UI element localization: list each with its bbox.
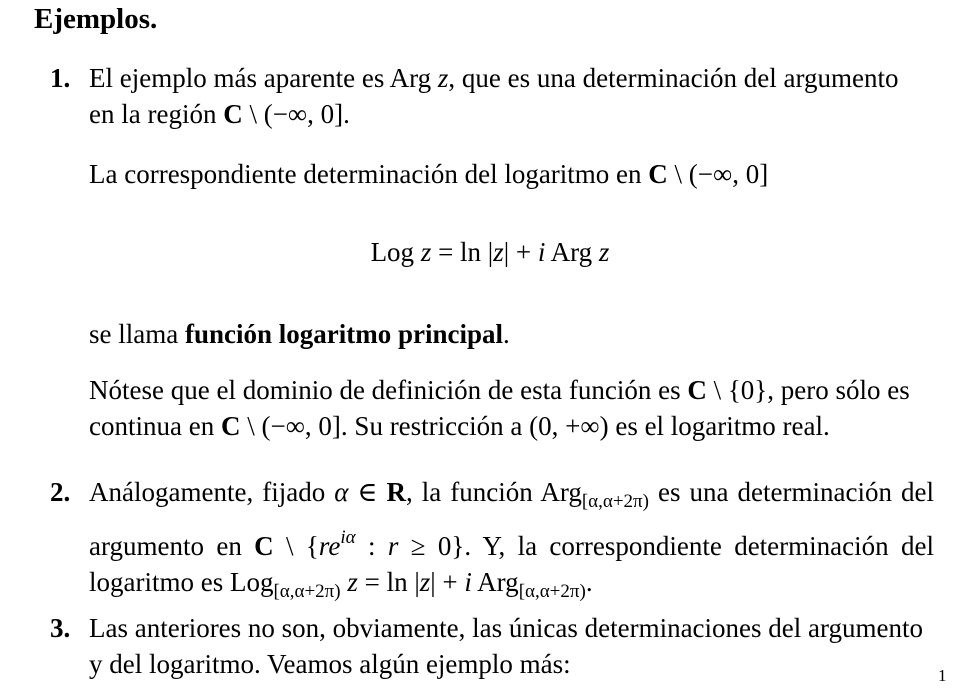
item-1-paragraph-2 <box>89 156 934 192</box>
text-line: argumento en C \ {$re^{i\alpha}$ : r ≥ 0}. Y, la correspondiente determinación del <box>89 527 934 561</box>
item-3-paragraph <box>89 610 934 682</box>
text-line: en la región C \ (−∞, 0]. <box>89 99 350 129</box>
text-line: se llama función logaritmo principal. <box>89 319 510 349</box>
item-1-paragraph-1 <box>89 60 934 132</box>
text-line: El ejemplo más aparente es Arg z, que es una determinación del argumento <box>89 63 899 93</box>
item-number: 3. <box>50 613 71 643</box>
page-number: 1 <box>938 666 947 685</box>
text-line: Análogamente, fijado α ∈ R, la función Arg$_{[\alpha,\alpha+2\pi)}$ es una determinación del <box>89 477 934 512</box>
text-line: La correspondiente determinación del logaritmo en C \ (−∞, 0] <box>89 159 769 189</box>
text-line: logaritmo es Log$_{[\alpha,\alpha+2\pi)}$ z = ln |z| + i Arg$_{[\alpha,\alpha+2\pi)}$. <box>89 567 593 602</box>
item-2-paragraph <box>89 474 934 610</box>
section-heading: Ejemplos. <box>34 3 158 35</box>
text-line: Las anteriores no son, obviamente, las únicas determinaciones del argumento <box>89 613 923 643</box>
item-1-paragraph-4 <box>89 372 934 444</box>
display-formula: Log z = ln |z| + i Arg z <box>370 237 610 267</box>
text-line: continua en C \ (−∞, 0]. Su restricción a (0, +∞) es el logaritmo real. <box>89 411 830 441</box>
item-1-paragraph-3 <box>89 316 934 352</box>
text-line: Nótese que el dominio de definición de esta función es C \ {0}, pero sólo es <box>89 375 910 405</box>
item-number: 1. <box>50 63 71 93</box>
text-line: y del logaritmo. Veamos algún ejemplo más: <box>89 649 571 679</box>
item-number: 2. <box>50 477 71 507</box>
